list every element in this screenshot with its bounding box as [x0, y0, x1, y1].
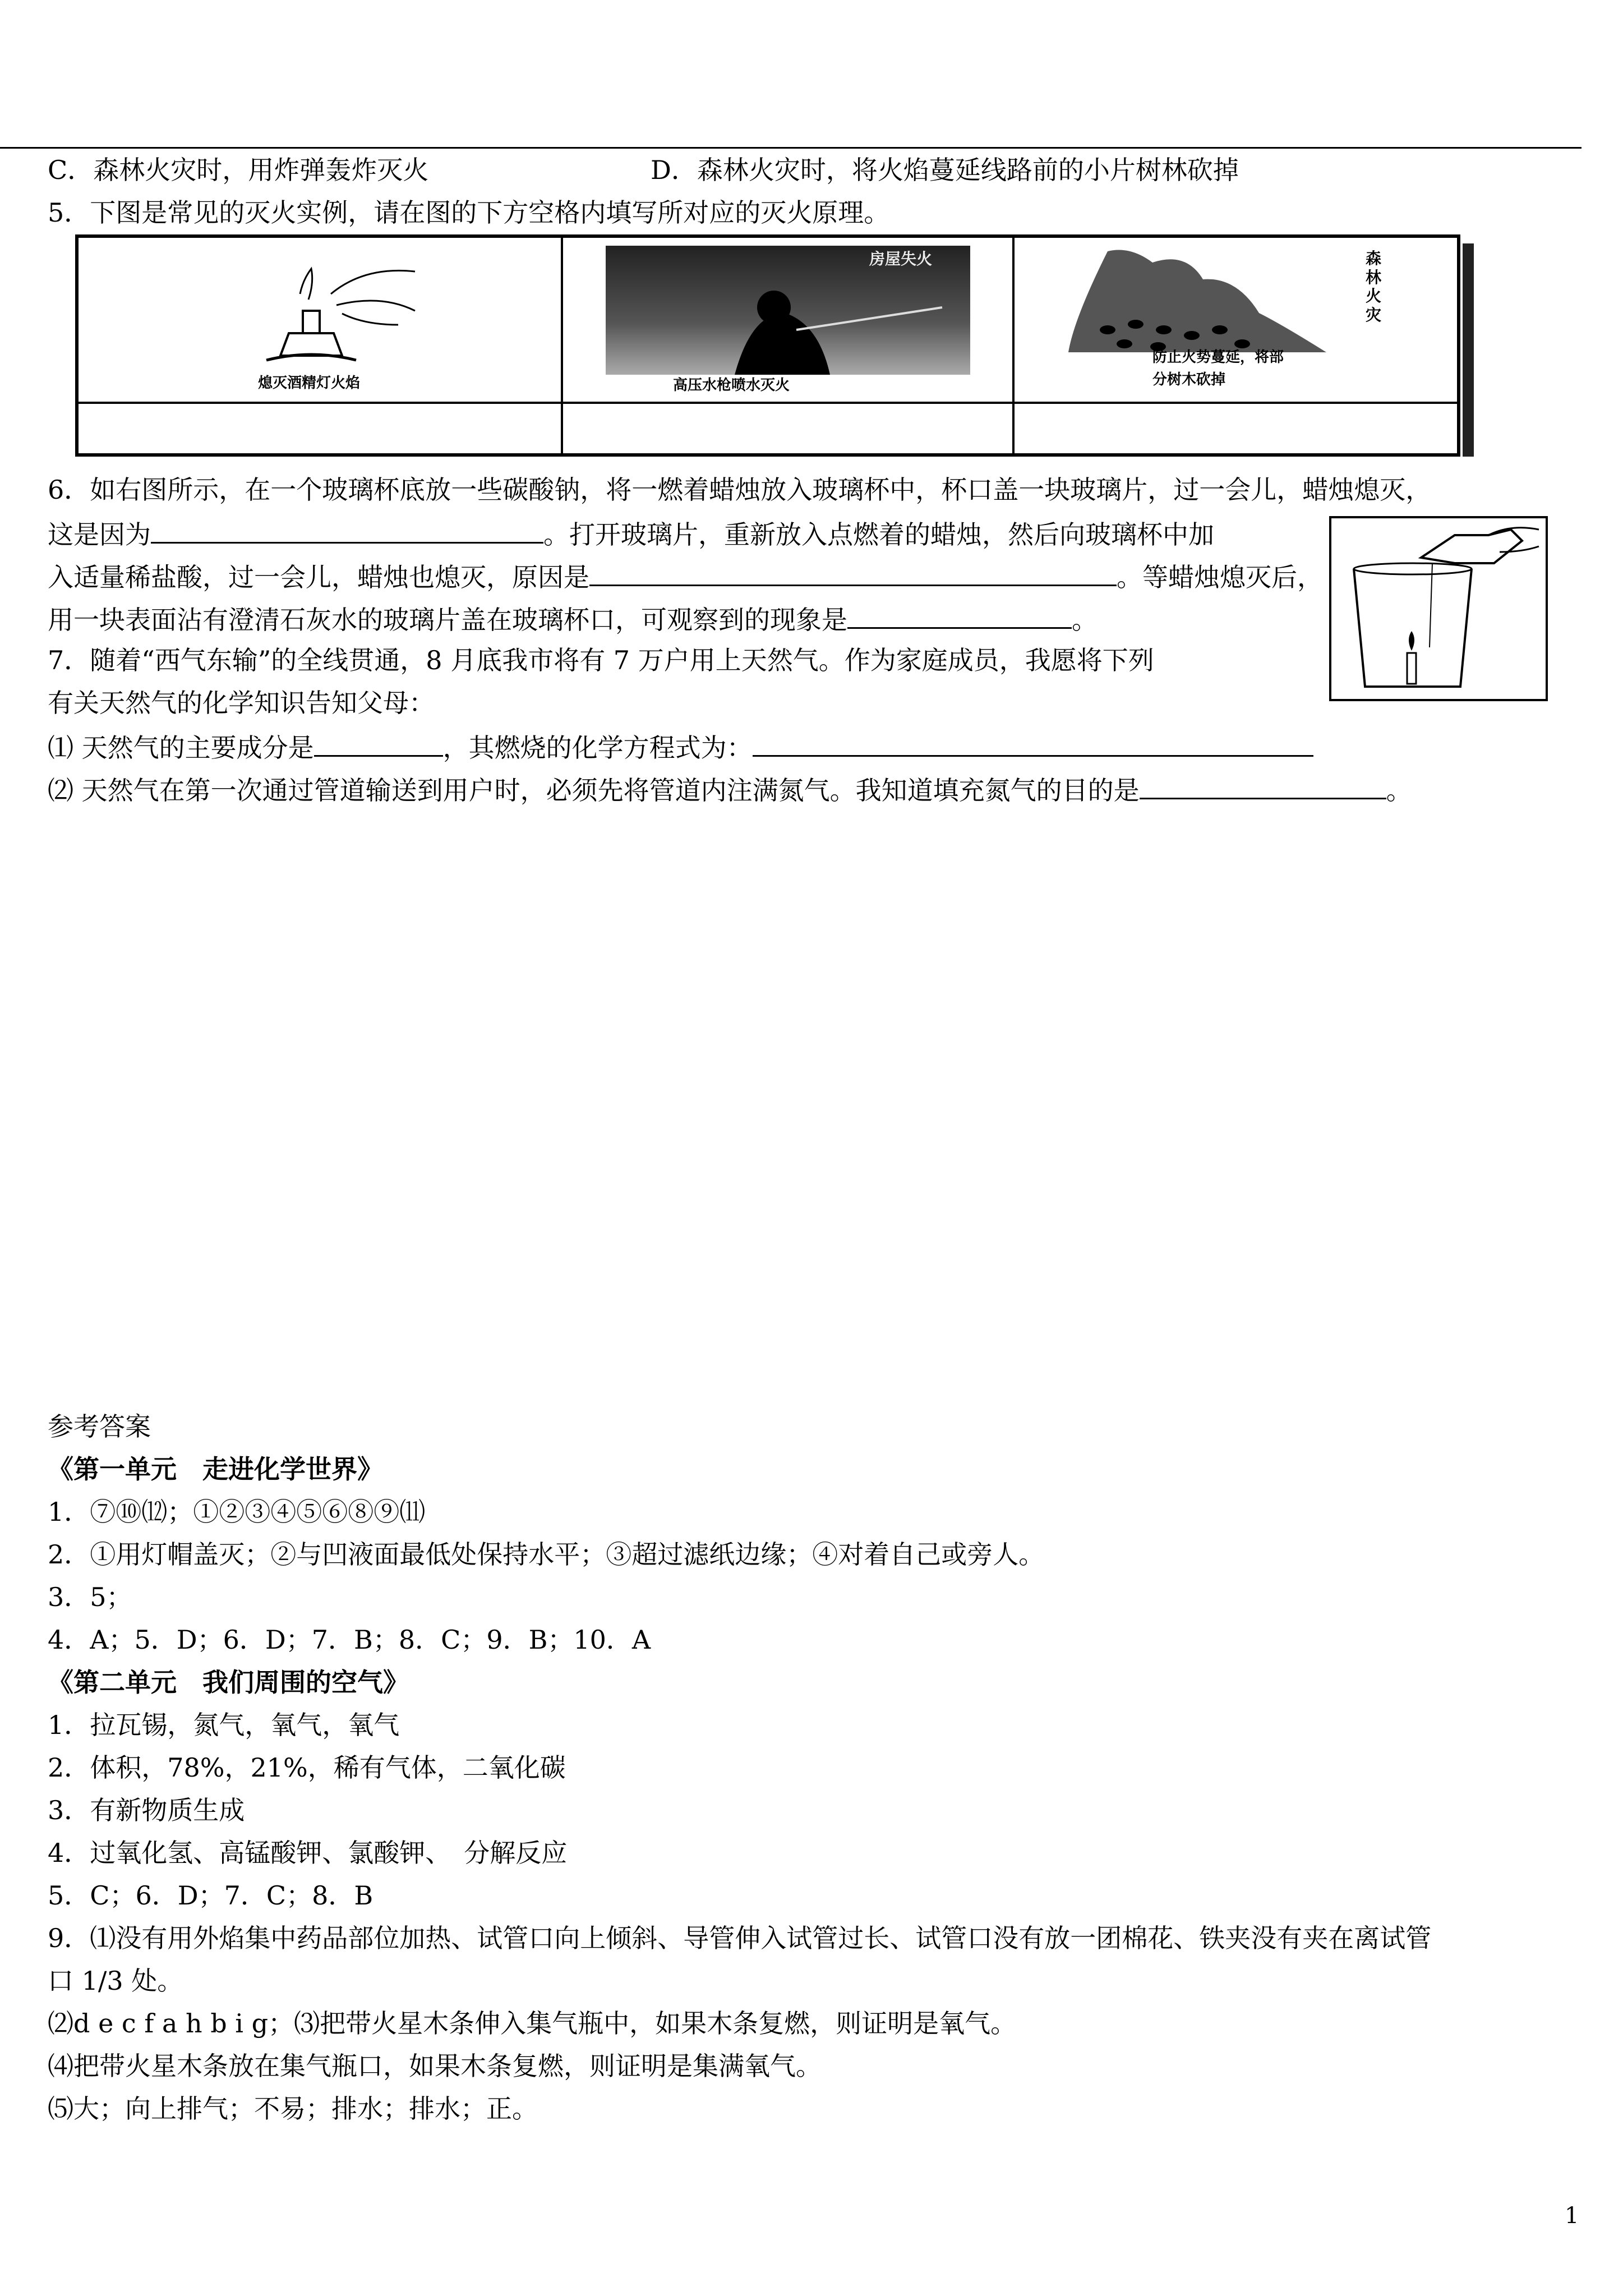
forest-fire-icon	[1063, 246, 1332, 352]
unit1-title: 《第一单元 走进化学世界》	[48, 1454, 383, 1484]
blank-q7-3[interactable]	[1140, 775, 1386, 799]
fire-examples-table	[75, 234, 1460, 457]
caption-lamp: 熄灭酒精灯火焰	[258, 375, 361, 392]
q4-option-d: D．森林火灾时，将火焰蔓延线路前的小片树林砍掉	[651, 155, 1239, 185]
unit2-item: 口 1/3 处。	[48, 1966, 183, 1996]
unit1-item: 4．A；5．D；6．D；7．B；8．C；9．B；10．A	[48, 1625, 651, 1655]
unit2-item: 9．⑴没有用外焰集中药品部位加热、试管口向上倾斜、导管伸入试管过长、试管口没有放一团棉花、铁夹没有夹在离试管	[48, 1923, 1432, 1953]
q5-text: 5．下图是常见的灭火实例，请在图的下方空格内填写所对应的灭火原理。	[48, 197, 890, 228]
beaker-figure	[1329, 516, 1548, 701]
house-fire-label: 房屋失火	[869, 250, 933, 268]
unit2-item: 2．体积，78%，21%，稀有气体，二氧化碳	[48, 1752, 566, 1783]
q7-line2: 有关天然气的化学知识告知父母：	[48, 688, 435, 718]
q7-part2: ⑵ 天然气在第一次通过管道输送到用户时，必须先将管道内注满氮气。我知道填充氮气的目的是 。	[48, 775, 1412, 806]
caption-water-gun: 高压水枪喷水灭火	[673, 377, 790, 394]
q6-line1: 6．如右图所示，在一个玻璃杯底放一些碳酸钠，将一燃着蜡烛放入玻璃杯中，杯口盖一块玻璃片，过一会儿，蜡烛熄灭，	[48, 475, 1432, 505]
unit2-item: ⑷把带火星木条放在集气瓶口，如果木条复燃，则证明是集满氧气。	[48, 2051, 822, 2081]
q6-line2: 这是因为 。打开玻璃片，重新放入点燃着的蜡烛，然后向玻璃杯中加	[48, 519, 1214, 550]
q6-line3: 入适量稀盐酸，过一会儿，蜡烛也熄灭，原因是 。等蜡烛熄灭后，	[48, 562, 1323, 592]
unit1-item: 1．⑦⑩⑿；①②③④⑤⑥⑧⑨⑾	[48, 1497, 426, 1527]
q7-part1: ⑴ 天然气的主要成分是 ，其燃烧的化学方程式为：	[48, 733, 1313, 761]
answers-heading: 参考答案	[48, 1411, 151, 1442]
unit2-item: 4．过氧化氢、高锰酸钾、氯酸钾、 分解反应	[48, 1838, 568, 1868]
unit1-item: 2．①用灯帽盖灭；②与凹液面最低处保持水平；③超过滤纸边缘；④对着自己或旁人。	[48, 1539, 1045, 1570]
blank-q6-3[interactable]	[847, 605, 1072, 629]
unit2-item: 3．有新物质生成	[48, 1795, 245, 1825]
forest-fire-label: 森林火灾	[1366, 249, 1382, 324]
unit2-item: ⑸大；向上排气；不易；排水；排水；正。	[48, 2093, 538, 2124]
firefighter-photo	[606, 246, 970, 375]
blank-q6-2[interactable]	[589, 562, 1117, 586]
q4-option-c: C．森林火灾时，用炸弹轰炸灭火	[48, 155, 429, 185]
top-rule	[0, 147, 1581, 149]
page-number: 1	[1565, 2203, 1579, 2229]
alcohol-lamp-icon	[224, 260, 426, 372]
unit2-item: 1．拉瓦锡，氮气，氧气，氧气	[48, 1710, 400, 1740]
unit2-item: 5．C；6．D；7．C；8．B	[48, 1880, 374, 1911]
unit2-title: 《第二单元 我们周围的空气》	[48, 1667, 409, 1697]
blank-q7-1[interactable]	[314, 733, 443, 757]
q6-line4: 用一块表面沾有澄清石灰水的玻璃片盖在玻璃杯口，可观察到的现象是 。	[48, 605, 1098, 635]
blank-q6-1[interactable]	[151, 519, 543, 544]
unit2-item: ⑵d e c f a h b i g；⑶把带火星木条伸入集气瓶中，如果木条复燃，则证明是氧气。	[48, 2008, 1017, 2039]
caption-forest-1: 防止火势蔓延，将部	[1152, 349, 1284, 366]
caption-forest-2: 分树木砍掉	[1152, 371, 1226, 388]
q7-line1: 7．随着“西气东输”的全线贯通，8 月底我市将有 7 万户用上天然气。作为家庭成员，我愿将下列	[48, 645, 1154, 675]
blank-q7-2[interactable]	[753, 733, 1313, 757]
unit1-item: 3．5；	[48, 1582, 132, 1612]
